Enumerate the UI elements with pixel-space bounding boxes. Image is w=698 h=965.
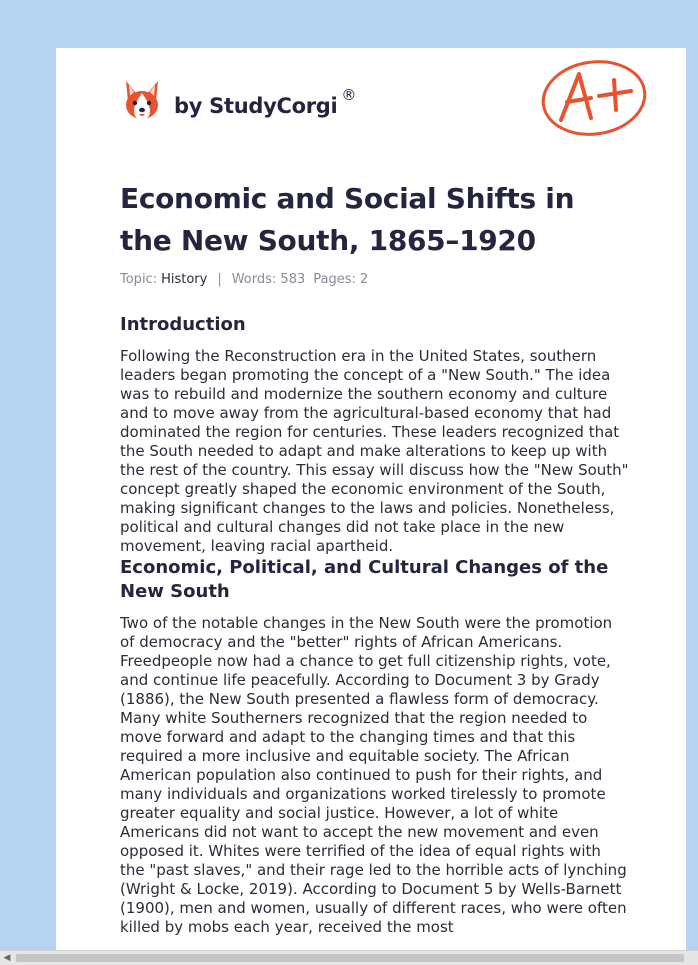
- brand-header[interactable]: [122, 76, 356, 126]
- brand-label: by StudyCorgi: [174, 94, 338, 118]
- scroll-left-arrow-icon[interactable]: ◀: [3, 953, 11, 963]
- topic-link[interactable]: History: [161, 272, 208, 287]
- document-page: [56, 48, 686, 964]
- article-meta: [120, 272, 630, 287]
- section-paragraph-introduction: Following the Reconstruction era in the United States, southern leaders began promoting the concept of a "New South." The idea was to rebuild and modernize the southern economy and culture and to move away from the agricultural-based economy that had dominated the region for centuries. These leaders recognized that the South needed to adapt and make alterations to keep up with the rest of the country. This essay will discuss how the "New South" concept greatly shaped the economic environment of the South, making significant changes to the laws and policies. Nonetheless, political and cultural changes did not take place in the new movement, leaving racial apartheid.: [120, 347, 629, 555]
- brand-name: [174, 86, 357, 118]
- section-heading-changes: Economic, Political, and Cultural Changes of the New South: [120, 557, 609, 602]
- topic-label: Topic:: [120, 272, 158, 287]
- page-count: Pages: 2: [313, 272, 369, 287]
- section-heading-introduction: Introduction: [120, 314, 246, 335]
- article-content: [120, 178, 630, 937]
- section-paragraph-changes: Two of the notable changes in the New South were the promotion of democracy and the "better" rights of African Americans. Freedpeople now had a chance to get full citizenship rights, vote, and continue life peacefully. According to Document 3 by Grady (1886), the New South presented a flawless form of democracy. Many white Southerners recognized that the region needed to move forward and adapt to the changing times and that this required a more inclusive and equitable society. The African American population also continued to push for their rights, and many individuals and organizations worked tirelessly to promote greater equality and social justice. However, a lot of white Americans did not want to accept the new movement and even opposed it. Whites were terrified of the idea of equal rights with the "past slaves," and their rage led to the horrible acts of lynching (Wright & Locke, 2019). According to Document 5 by Wells-Barnett (1900), men and women, usually of different races, who were often killed by mobs each year, received the most: [120, 614, 627, 936]
- a-plus-grade-icon: [539, 58, 649, 140]
- horizontal-scrollbar[interactable]: [0, 950, 698, 965]
- word-count: Words: 583: [231, 272, 306, 287]
- scroll-thumb[interactable]: [16, 954, 684, 962]
- registered-mark: ®: [341, 86, 357, 104]
- corgi-logo-icon: [122, 79, 162, 123]
- article-title: Economic and Social Shifts in the New South, 1865–1920: [120, 182, 575, 257]
- meta-separator: |: [217, 272, 222, 287]
